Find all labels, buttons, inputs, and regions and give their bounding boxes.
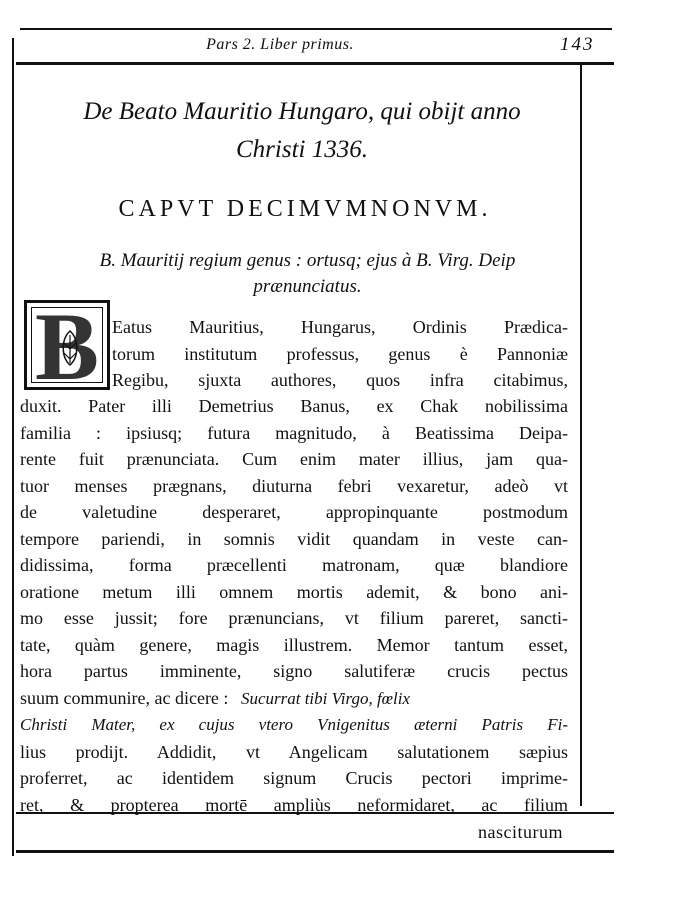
body-line-with-quote bbox=[20, 685, 568, 713]
left-margin-rule bbox=[12, 38, 14, 856]
body-line: duxit. Pater illi Demetrius Banus, ex Chak nobilissima bbox=[20, 396, 568, 416]
body-line: suum communire, ac dicere : bbox=[20, 687, 229, 708]
body-line: oratione metum illi omnem mortis ademit, & bono ani- bbox=[20, 581, 568, 602]
body-line: tuor menses prægnans, diuturna febri vexaretur, adeò vt bbox=[20, 475, 568, 496]
dropcap-letter: B bbox=[34, 293, 100, 400]
body-line: lius prodijt. Addidit, vt Angelicam salutationem sæpius bbox=[20, 741, 568, 762]
body-line-italic: Christi Mater, ex cujus vtero Vnigenitus æterni Patris Fi- bbox=[20, 715, 568, 734]
summary-line1: B. Mauritij regium genus : ortusq; ejus à B. Virg. Deip bbox=[99, 250, 516, 271]
bottom-rule bbox=[16, 850, 614, 853]
body-line: Eatus Mauritius, Hungarus, Ordinis Prædica- bbox=[112, 317, 568, 337]
body-line: familia : ipsiusq; futura magnitudo, à Beatissima Deipa- bbox=[20, 422, 568, 443]
body-line: rente fuit prænunciata. Cum enim mater illius, jam qua- bbox=[20, 449, 568, 469]
body-line: hora partus imminente, signo salutiferæ crucis pectus bbox=[20, 661, 568, 681]
body-line: tempore pariendi, in somnis vidit quandam in veste can- bbox=[20, 528, 568, 549]
catchword: nasciturum bbox=[478, 822, 563, 842]
summary-line2: prænunciatus. bbox=[253, 276, 362, 297]
header-rule bbox=[16, 62, 614, 65]
body-line: Regibu, sjuxta authores, quos infra citabimus, bbox=[112, 370, 568, 390]
chapter-summary bbox=[20, 248, 595, 300]
body-line: de valetudine desperaret, appropinquante postmodum bbox=[20, 502, 568, 522]
page-number: 143 bbox=[560, 34, 595, 55]
body-line: torum institutum professus, genus è Pannoniæ bbox=[112, 343, 568, 364]
body-line: mo esse jussit; fore prænuncians, vt filium pareret, sancti- bbox=[20, 608, 568, 628]
top-rule bbox=[20, 28, 612, 30]
body-line: tate, quàm genere, magis illustrem. Memor tantum esset, bbox=[20, 634, 568, 655]
body-text bbox=[20, 393, 568, 818]
running-title: Pars 2. Liber primus. bbox=[206, 36, 354, 53]
chapter-title-line2: Christi 1336. bbox=[236, 136, 368, 163]
body-indented bbox=[112, 314, 568, 394]
right-margin-rule bbox=[580, 64, 582, 806]
body-line: didissima, forma præcellenti matronam, quæ blandiore bbox=[20, 555, 568, 575]
quote-italic: Sucurrat tibi Virgo, fœlix bbox=[240, 688, 410, 708]
body-line: proferret, ac identidem signum Crucis pectori imprime- bbox=[20, 768, 568, 788]
caput-heading: CAPVT DECIMVMNONVM. bbox=[118, 196, 492, 222]
body-line: ret, & propterea mortē ampliùs neformidaret, ac filium bbox=[20, 794, 568, 815]
chapter-title-line1: De Beato Mauritio Hungaro, qui obijt anno bbox=[83, 98, 521, 125]
ornamental-dropcap bbox=[24, 293, 110, 400]
chapter-title bbox=[22, 93, 582, 169]
